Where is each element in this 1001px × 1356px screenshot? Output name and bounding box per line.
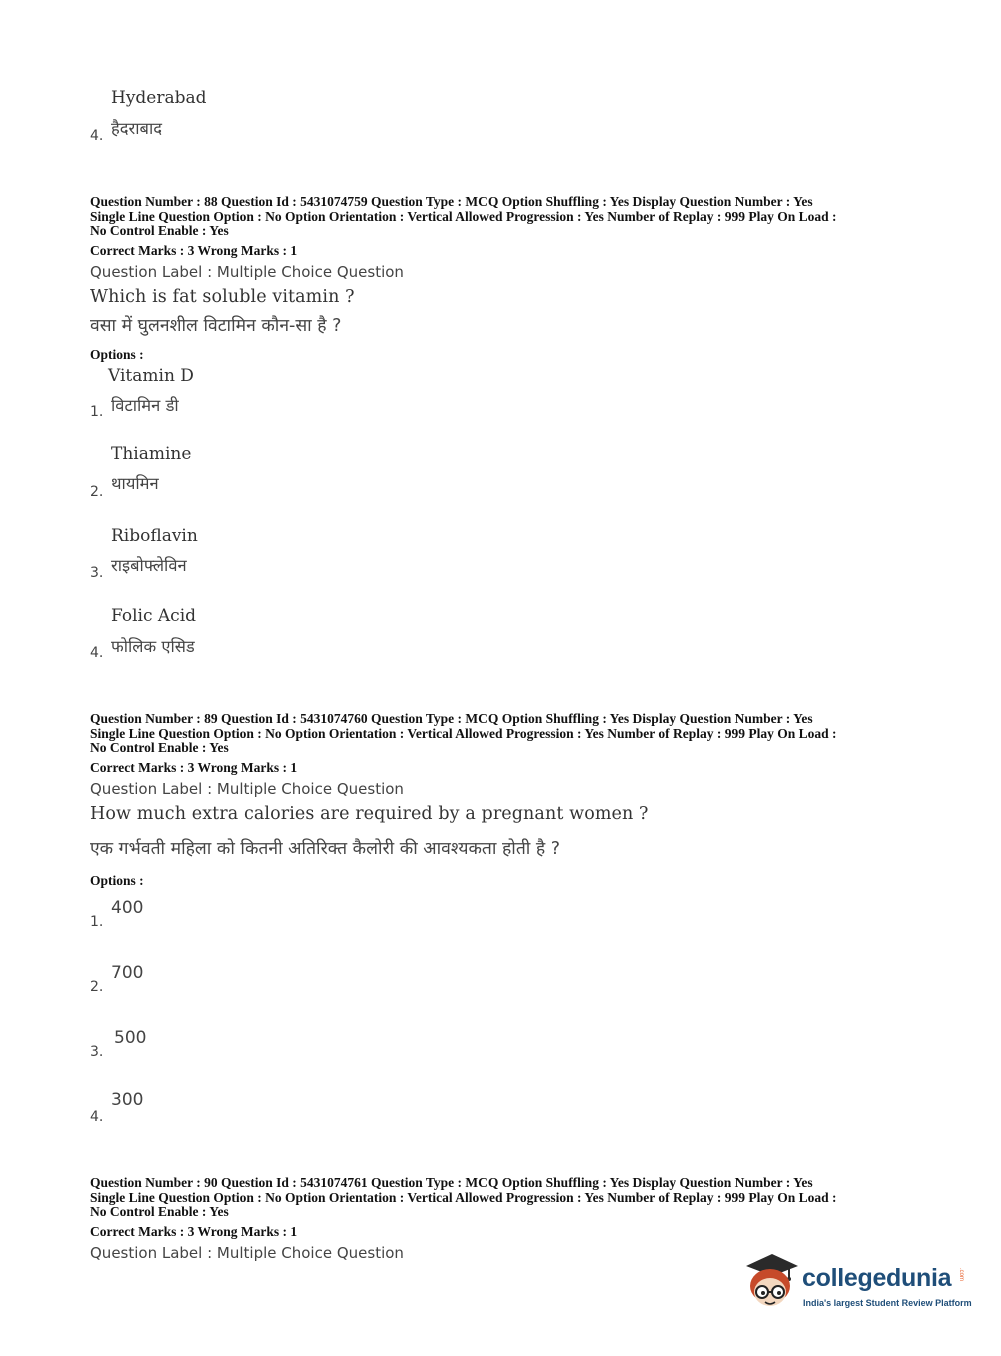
q89-option-4-number: 4.	[90, 1109, 104, 1125]
q89-meta-line-2: Single Line Question Option : No Option Orientation : Vertical Allowed Progression : Yes Number of Replay : 999 Play On Load :	[90, 726, 837, 741]
brand-tagline: India's largest Student Review Platform	[803, 1298, 972, 1308]
q88-meta-line-2: Single Line Question Option : No Option Orientation : Vertical Allowed Progression : Yes Number of Replay : 999 Play On Load :	[90, 209, 837, 224]
q88-option-3-hindi: राइबोफ्लेविन	[111, 556, 187, 575]
q90-meta-line-2: Single Line Question Option : No Option Orientation : Vertical Allowed Progression : Yes Number of Replay : 999 Play On Load :	[90, 1190, 837, 1205]
q89-meta-line-1: Question Number : 89 Question Id : 5431074760 Question Type : MCQ Option Shuffling : Yes Display Question Number : Yes	[90, 711, 813, 726]
q89-option-1-value: 400	[111, 898, 144, 918]
q88-option-3-number: 3.	[90, 565, 104, 581]
brand-domain: .com	[958, 1268, 964, 1282]
q90-meta-line-3: No Control Enable : Yes	[90, 1204, 229, 1219]
q88-question-label: Question Label : Multiple Choice Question	[90, 263, 404, 281]
q88-option-1-english: Vitamin D	[108, 366, 194, 386]
q89-option-4-value: 300	[111, 1090, 144, 1110]
q88-options-label: Options :	[90, 347, 144, 362]
q88-option-1-number: 1.	[90, 404, 104, 420]
q89-question-hindi: एक गर्भवती महिला को कितनी अतिरिक्त कैलोरी की आवश्यकता होती है ?	[90, 839, 561, 859]
q89-option-3-number: 3.	[90, 1044, 104, 1060]
q88-meta-line-1: Question Number : 88 Question Id : 5431074759 Question Type : MCQ Option Shuffling : Yes Display Question Number : Yes	[90, 194, 813, 209]
q89-option-2-value: 700	[111, 963, 144, 983]
q89-options-label: Options :	[90, 873, 144, 888]
q89-option-3-value: 500	[114, 1028, 147, 1048]
q88-option-2-english: Thiamine	[111, 444, 192, 464]
prev-option-4-hindi: हैदराबाद	[111, 119, 163, 138]
mascot-graduate-icon	[742, 1252, 800, 1314]
q88-option-4-number: 4.	[90, 645, 104, 661]
q88-option-2-number: 2.	[90, 484, 104, 500]
q88-option-4-hindi: फोलिक एसिड	[111, 637, 195, 656]
q88-question-english: Which is fat soluble vitamin ?	[90, 287, 355, 307]
prev-option-4-english: Hyderabad	[111, 88, 207, 108]
q88-meta-line-3: No Control Enable : Yes	[90, 223, 229, 238]
q88-marks: Correct Marks : 3 Wrong Marks : 1	[90, 243, 298, 258]
q88-option-3-english: Riboflavin	[111, 526, 198, 546]
q88-option-2-hindi: थायमिन	[111, 474, 159, 493]
q89-question-label: Question Label : Multiple Choice Question	[90, 780, 404, 798]
q89-question-english: How much extra calories are required by a pregnant women ?	[90, 804, 649, 824]
q90-meta-line-1: Question Number : 90 Question Id : 5431074761 Question Type : MCQ Option Shuffling : Yes Display Question Number : Yes	[90, 1175, 813, 1190]
q89-marks: Correct Marks : 3 Wrong Marks : 1	[90, 760, 298, 775]
q89-meta-line-3: No Control Enable : Yes	[90, 740, 229, 755]
q90-question-label: Question Label : Multiple Choice Question	[90, 1244, 404, 1262]
prev-option-4-number: 4.	[90, 128, 104, 144]
q88-option-1-hindi: विटामिन डी	[111, 396, 179, 415]
q89-option-2-number: 2.	[90, 979, 104, 995]
q88-option-4-english: Folic Acid	[111, 606, 197, 626]
brand-name: collegedunia	[802, 1264, 952, 1292]
collegedunia-watermark	[742, 1252, 972, 1322]
q88-question-hindi: वसा में घुलनशील विटामिन कौन-सा है ?	[90, 316, 342, 336]
q89-option-1-number: 1.	[90, 914, 104, 930]
q90-marks: Correct Marks : 3 Wrong Marks : 1	[90, 1224, 298, 1239]
